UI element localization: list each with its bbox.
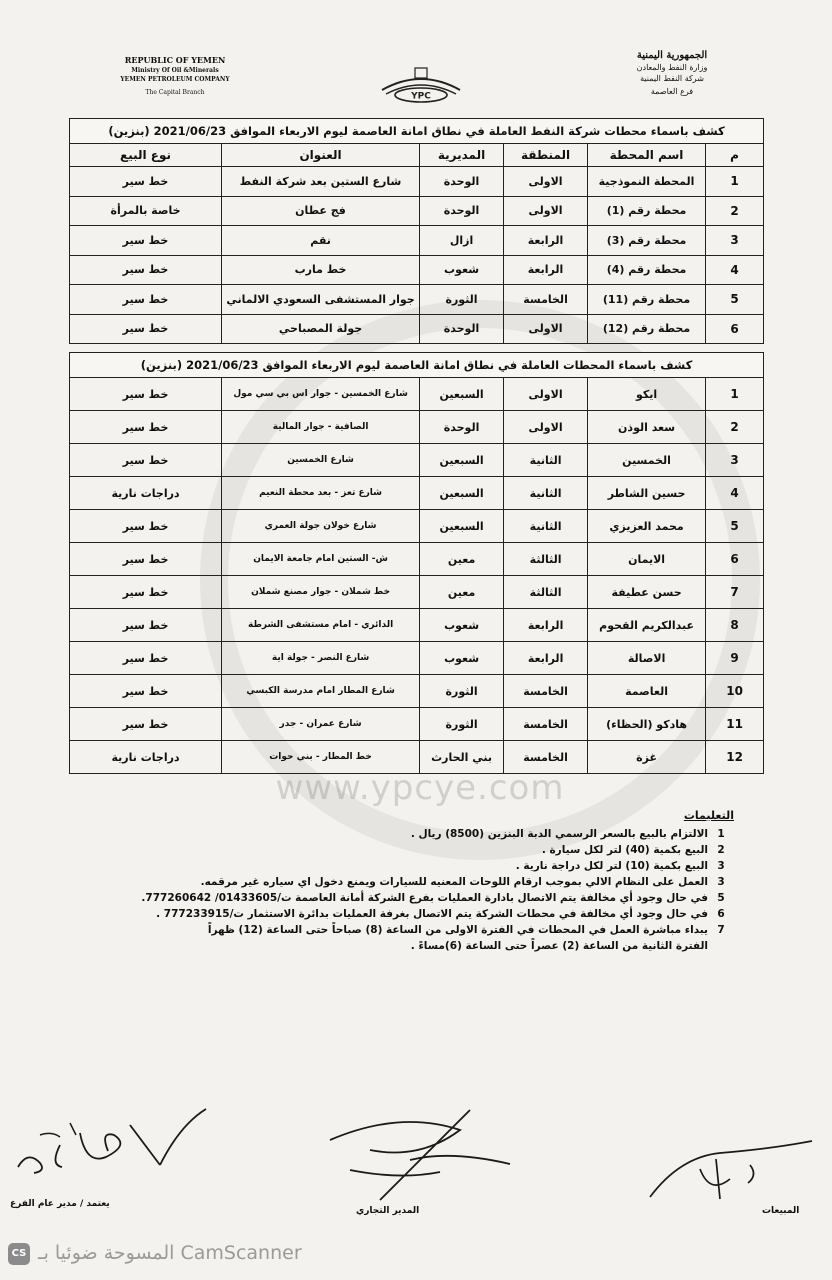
table2-row <box>70 378 764 411</box>
cell-address: فج عطان <box>222 196 420 226</box>
cell-area: الاولى <box>504 378 588 411</box>
cell-index: 6 <box>706 543 764 576</box>
cell-station-name: ايكو <box>588 378 706 411</box>
cell-district: الوحدة <box>420 196 504 226</box>
cell-address: شارع الخمسين <box>222 444 420 477</box>
cell-station-name: محطة رقم (4) <box>588 255 706 285</box>
cell-sale-type: خط سير <box>70 285 222 315</box>
cell-sale-type: خط سير <box>70 444 222 477</box>
instruction-text: البيع بكمية (10) لتر لكل دراجة نارية . <box>515 860 708 872</box>
instruction-number: 6 <box>717 908 725 920</box>
cell-index: 1 <box>706 378 764 411</box>
table2-row <box>70 477 764 510</box>
instruction-number <box>708 938 734 954</box>
cell-address: شارع تعز - بعد محطة النعيم <box>222 477 420 510</box>
instruction-number: 5 <box>717 892 725 904</box>
instruction-item <box>114 922 734 938</box>
cell-address: شارع النصر - جولة اية <box>222 642 420 675</box>
table2-row <box>70 741 764 774</box>
cell-district: شعوب <box>420 609 504 642</box>
cell-district: السبعين <box>420 477 504 510</box>
table2-row <box>70 543 764 576</box>
header-ar-branch: فرع العاصمة <box>650 87 694 96</box>
table2-row <box>70 708 764 741</box>
cell-area: الرابعة <box>504 642 588 675</box>
table2-row <box>70 510 764 543</box>
commercial-manager-signature-icon <box>310 1100 520 1210</box>
cell-area: الاولى <box>504 167 588 197</box>
cell-sale-type: خط سير <box>70 510 222 543</box>
cell-sale-type: خط سير <box>70 543 222 576</box>
cell-index: 2 <box>706 411 764 444</box>
cell-address: خط مارب <box>222 255 420 285</box>
cell-area: الخامسة <box>504 708 588 741</box>
header-en-ministry: Ministry Of Oil &Minerals <box>131 67 219 74</box>
cell-address: ش- الستين امام جامعة الايمان <box>222 543 420 576</box>
table2-row <box>70 576 764 609</box>
cell-area: الاولى <box>504 411 588 444</box>
cell-index: 6 <box>706 314 764 344</box>
table1-row <box>70 285 764 315</box>
cell-district: الوحدة <box>420 167 504 197</box>
cell-station-name: محمد العزيزي <box>588 510 706 543</box>
cell-station-name: هادكو (الحظاء) <box>588 708 706 741</box>
cell-address: جولة المصباحي <box>222 314 420 344</box>
instruction-number: 2 <box>717 844 725 856</box>
cell-district: الوحدة <box>420 314 504 344</box>
cell-station-name: حسن عطيفة <box>588 576 706 609</box>
header-district: المديرية <box>420 144 504 167</box>
cell-sale-type: خط سير <box>70 642 222 675</box>
cell-index: 10 <box>706 675 764 708</box>
header-arabic <box>612 50 732 96</box>
table2-row <box>70 642 764 675</box>
cell-area: الثانية <box>504 477 588 510</box>
cell-station-name: محطة رقم (12) <box>588 314 706 344</box>
cell-sale-type: خط سير <box>70 314 222 344</box>
cell-index: 4 <box>706 255 764 285</box>
table1-title: كشف باسماء محطات شركة النفط العاملة في نطاق امانة العاصمة ليوم الاربعاء الموافق 2021/06/23 (بنزين) <box>70 119 764 144</box>
cell-sale-type: خط سير <box>70 609 222 642</box>
instruction-text: الفترة الثانية من الساعة (2) عصراً حتى الساعة (6)مساءً . <box>410 940 708 952</box>
table2-row <box>70 444 764 477</box>
header-address: العنوان <box>222 144 420 167</box>
header-index: م <box>706 144 764 167</box>
instructions <box>114 808 734 954</box>
cell-sale-type: دراجات نارية <box>70 741 222 774</box>
header-en-country: REPUBLIC OF YEMEN <box>124 55 226 65</box>
table2-row <box>70 609 764 642</box>
cell-district: الوحدة <box>420 411 504 444</box>
branch-manager-label: يعتمد / مدير عام الفرع <box>10 1199 110 1209</box>
cell-area: الاولى <box>504 314 588 344</box>
watermark-url: www.ypcye.com <box>275 768 565 808</box>
cell-sale-type: دراجات نارية <box>70 477 222 510</box>
cell-station-name: حسين الشاطر <box>588 477 706 510</box>
cell-address: شارع خولان جولة العمري <box>222 510 420 543</box>
instruction-number: 3 <box>717 876 725 888</box>
cell-index: 3 <box>706 226 764 256</box>
header-area: المنطقة <box>504 144 588 167</box>
cell-sale-type: خط سير <box>70 378 222 411</box>
cell-area: الثالثة <box>504 576 588 609</box>
cell-sale-type: خاصة بالمرأة <box>70 196 222 226</box>
instruction-item <box>114 890 734 906</box>
cell-area: الخامسة <box>504 741 588 774</box>
cell-address: خط شملان - جوار مصنع شملان <box>222 576 420 609</box>
cell-address: شارع الستين بعد شركة النفط <box>222 167 420 197</box>
cell-address: شارع الخمسين - جوار اس بي سي مول <box>222 378 420 411</box>
cell-index: 5 <box>706 510 764 543</box>
cell-district: الثورة <box>420 708 504 741</box>
instructions-title: التعليمات <box>683 809 734 822</box>
cell-district: معين <box>420 576 504 609</box>
camscanner-footer: المسوحة ضوئيا بـ CamScanner <box>38 1242 302 1264</box>
logo-text: YPC <box>411 91 431 102</box>
commercial-manager-label: المدير التجاري <box>356 1206 420 1216</box>
cell-index: 4 <box>706 477 764 510</box>
cell-address: جوار المستشفى السعودي الالماني <box>222 285 420 315</box>
instruction-text: البيع بكمية (40) لتر لكل سيارة . <box>541 844 708 856</box>
cell-district: شعوب <box>420 255 504 285</box>
cell-sale-type: خط سير <box>70 226 222 256</box>
instruction-number: 7 <box>717 924 725 936</box>
cell-station-name: محطة رقم (1) <box>588 196 706 226</box>
cell-station-name: الايمان <box>588 543 706 576</box>
cell-address: خط المطار - بني حوات <box>222 741 420 774</box>
table2-row <box>70 675 764 708</box>
header-ar-company: شركة النفط اليمنية <box>640 74 704 83</box>
table1-row <box>70 255 764 285</box>
cell-area: الخامسة <box>504 285 588 315</box>
instruction-text: يبداء مباشرة العمل في المحطات في الفترة الاولى من الساعة (8) صباحاً حتى الساعة (12) ظهراً <box>207 924 708 936</box>
cell-address: نقم <box>222 226 420 256</box>
instruction-item <box>114 906 734 922</box>
cell-index: 5 <box>706 285 764 315</box>
cell-area: الثانية <box>504 444 588 477</box>
cell-district: ازال <box>420 226 504 256</box>
header-station-name: اسم المحطة <box>588 144 706 167</box>
operating-stations-table <box>69 352 764 774</box>
cell-district: شعوب <box>420 642 504 675</box>
cell-station-name: المحطة النموذجية <box>588 167 706 197</box>
cell-station-name: الخمسين <box>588 444 706 477</box>
cell-address: الصافية - جوار المالية <box>222 411 420 444</box>
instruction-item <box>114 842 734 858</box>
instruction-number: 3 <box>717 860 725 872</box>
instruction-item <box>114 826 734 842</box>
cell-station-name: محطة رقم (11) <box>588 285 706 315</box>
cell-index: 11 <box>706 708 764 741</box>
cell-sale-type: خط سير <box>70 255 222 285</box>
branch-manager-signature-icon <box>10 1105 210 1195</box>
camscanner-badge-icon: CS <box>8 1243 30 1265</box>
cell-area: الرابعة <box>504 255 588 285</box>
cell-area: الثالثة <box>504 543 588 576</box>
cell-district: السبعين <box>420 378 504 411</box>
cell-district: الثورة <box>420 285 504 315</box>
company-stations-table <box>69 118 764 344</box>
instruction-text: في حال وجود أي مخالفة في محطات الشركة يتم الاتصال بغرفة العمليات بدائرة الاستثمار ت/777233915 . <box>156 908 708 920</box>
instruction-text: العمل على النظام الالي بموجب ارقام اللوحات المعنيه للسيارات ويمنع دخول اي سياره غير مرقمه. <box>200 876 708 888</box>
cell-area: الاولى <box>504 196 588 226</box>
table2-title: كشف باسماء المحطات العاملة في نطاق امانة العاصمة ليوم الاربعاء الموافق 2021/06/23 (بنزين) <box>70 353 764 378</box>
table1-row <box>70 196 764 226</box>
table1-row <box>70 167 764 197</box>
table2-row <box>70 411 764 444</box>
sales-label: المبيعات <box>762 1206 800 1216</box>
cell-sale-type: خط سير <box>70 167 222 197</box>
cell-area: الخامسة <box>504 675 588 708</box>
instruction-text: في حال وجود أي مخالفة يتم الاتصال بادارة العمليات بفرع الشركة أمانة العاصمة ت/01433605/ 777260642. <box>141 892 708 904</box>
cell-district: السبعين <box>420 444 504 477</box>
cell-sale-type: خط سير <box>70 576 222 609</box>
ypc-logo-icon <box>378 66 464 106</box>
header-ar-country: الجمهورية اليمنية <box>636 50 708 61</box>
instruction-item <box>114 938 734 954</box>
cell-district: السبعين <box>420 510 504 543</box>
instruction-item <box>114 858 734 874</box>
instruction-number: 1 <box>717 828 725 840</box>
sales-signature-icon <box>640 1135 820 1205</box>
cell-index: 3 <box>706 444 764 477</box>
cell-station-name: غزة <box>588 741 706 774</box>
cell-sale-type: خط سير <box>70 411 222 444</box>
instruction-text: الالتزام بالبيع بالسعر الرسمي الدبة البنزين (8500) ريال . <box>410 828 708 840</box>
cell-area: الرابعة <box>504 609 588 642</box>
cell-area: الثانية <box>504 510 588 543</box>
cell-station-name: سعد الوذن <box>588 411 706 444</box>
cell-index: 9 <box>706 642 764 675</box>
cell-district: الثورة <box>420 675 504 708</box>
cell-address: شارع عمران - جدر <box>222 708 420 741</box>
cell-district: بني الحارث <box>420 741 504 774</box>
cell-station-name: العاصمة <box>588 675 706 708</box>
cell-district: معين <box>420 543 504 576</box>
cell-index: 12 <box>706 741 764 774</box>
cell-station-name: عبدالكريم القحوم <box>588 609 706 642</box>
cell-area: الرابعة <box>504 226 588 256</box>
table1-row <box>70 314 764 344</box>
header-sale-type: نوع البيع <box>70 144 222 167</box>
cell-address: الدائري - امام مستشفى الشرطة <box>222 609 420 642</box>
instruction-item <box>114 874 734 890</box>
cell-index: 8 <box>706 609 764 642</box>
cell-index: 1 <box>706 167 764 197</box>
cell-station-name: الاصالة <box>588 642 706 675</box>
cell-sale-type: خط سير <box>70 675 222 708</box>
cell-sale-type: خط سير <box>70 708 222 741</box>
table1-row <box>70 226 764 256</box>
header-en-branch: The Capital Branch <box>145 89 205 96</box>
header-english <box>100 55 250 96</box>
cell-station-name: محطة رقم (3) <box>588 226 706 256</box>
cell-address: شارع المطار امام مدرسة الكبسي <box>222 675 420 708</box>
cell-index: 2 <box>706 196 764 226</box>
header-ar-ministry: وزارة النفط والمعادن <box>636 63 708 72</box>
header-en-company: YEMEN PETROLEUM COMPANY <box>120 76 230 83</box>
cell-index: 7 <box>706 576 764 609</box>
